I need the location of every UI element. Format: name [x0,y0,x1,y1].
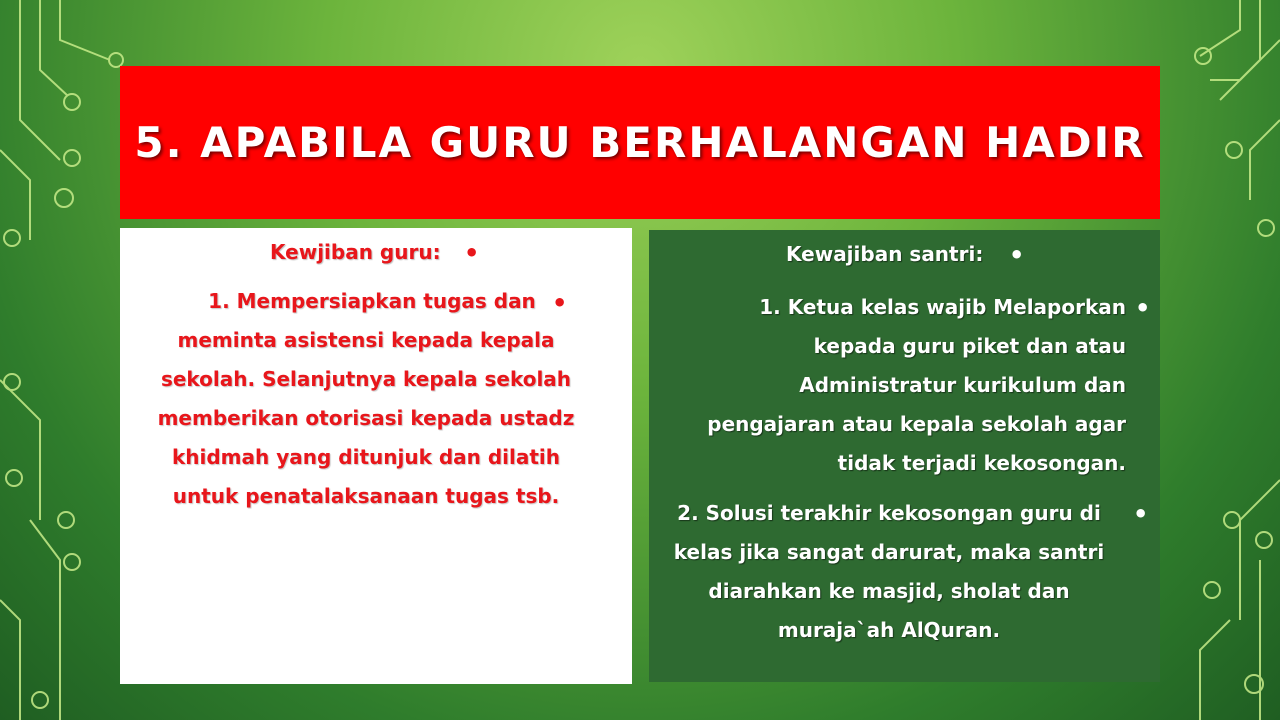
left-para-line: 1. Mempersiapkan tugas dan [208,289,536,313]
left-panel-heading: Kewjiban guru: [270,240,441,264]
left-para-line: meminta asistensi kepada kepala [177,328,555,352]
right-panel-heading: Kewajiban santri: [786,242,984,266]
right-item1-line: Administratur kurikulum dan [799,373,1126,397]
right-item1-bullet: • [1135,294,1151,322]
left-para-line: memberikan otorisasi kepada ustadz [157,406,575,430]
right-item2-line: 2. Solusi terakhir kekosongan guru di [677,501,1101,525]
left-panel [120,228,632,684]
slide-title: 5. APABILA GURU BERHALANGAN HADIR [134,118,1146,167]
left-heading-bullet: • [464,239,480,267]
left-para-line: sekolah. Selanjutnya kepala sekolah [160,367,572,391]
title-bar [120,66,1160,219]
right-panel [649,230,1160,682]
right-item2-line: muraja`ah AlQuran. [777,618,1001,642]
right-item-2 [649,494,1129,650]
right-item1-line: kepada guru piket dan atau [813,334,1126,358]
right-item2-line: kelas jika sangat darurat, maka santri [673,540,1105,564]
right-item2-bullet: • [1133,500,1149,528]
right-item1-line: 1. Ketua kelas wajib Melaporkan [759,295,1126,319]
left-panel-paragraph [120,282,612,516]
left-item-bullet: • [552,289,568,317]
left-para-line: khidmah yang ditunjuk dan dilatih [171,445,561,469]
right-item1-line: tidak terjadi kekosongan. [837,451,1126,475]
right-item1-line: pengajaran atau kepala sekolah agar [707,412,1126,436]
right-heading-bullet: • [1009,241,1025,269]
right-item-1 [707,288,1126,483]
left-para-line: untuk penatalaksanaan tugas tsb. [172,484,560,508]
right-item2-line: diarahkan ke masjid, sholat dan [708,579,1070,603]
